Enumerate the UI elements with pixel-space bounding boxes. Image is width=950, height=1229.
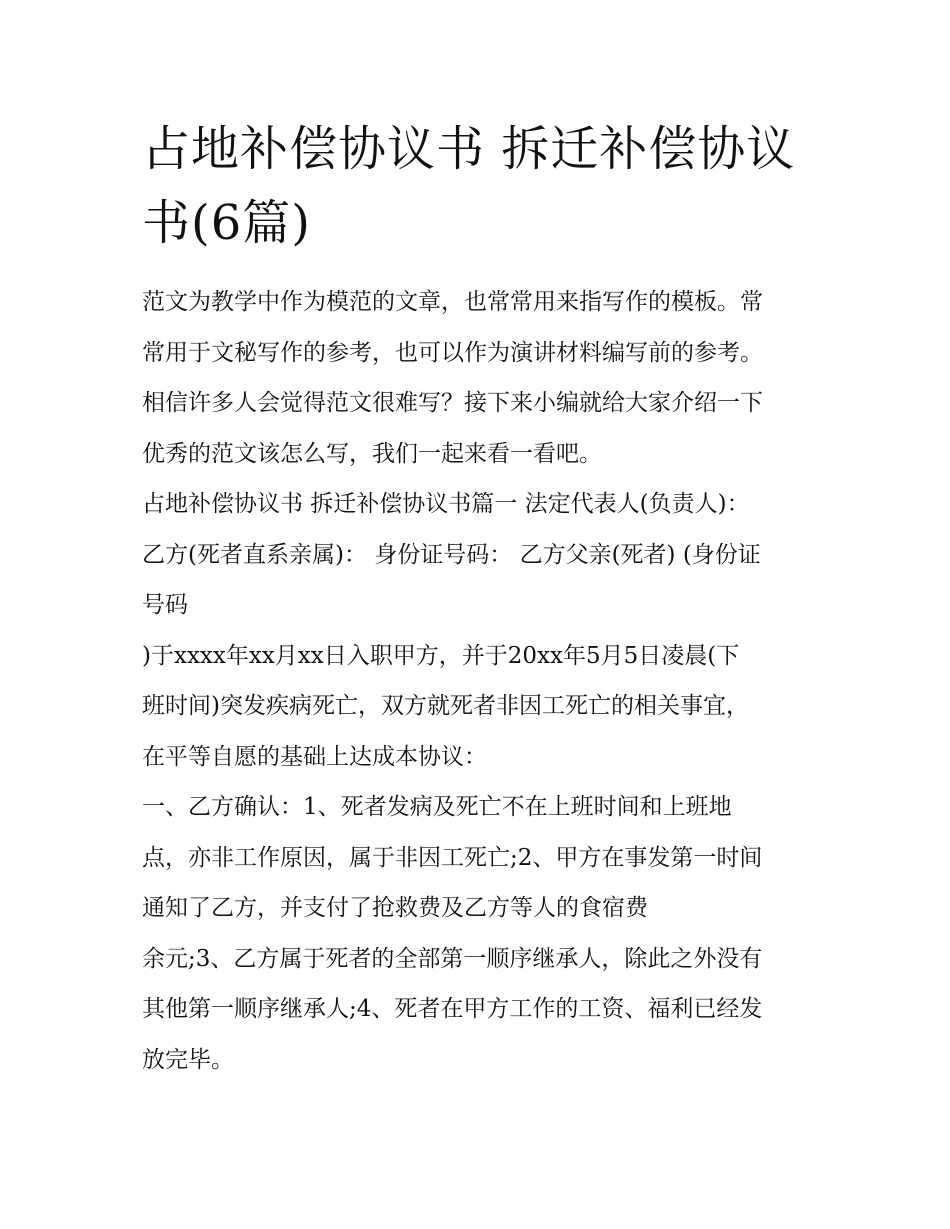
body-line: 号码 — [142, 592, 188, 618]
body-line: 放完毕。 — [142, 1046, 234, 1073]
document-body — [142, 277, 832, 1085]
body-line: 班时间)突发疾病死亡，双方就死者非因工死亡的相关事宜， — [142, 693, 749, 719]
body-line: 常用于文秘写作的参考，也可以作为演讲材料编写前的参考。 — [142, 339, 763, 366]
title-line: 占地补偿协议书 拆迁补偿协议 — [142, 121, 796, 177]
body-line: 在平等自愿的基础上达成本协议： — [142, 743, 487, 770]
body-line: 点，亦非工作原因，属于非因工死亡;2、甲方在事发第一时间 — [142, 844, 763, 871]
body-line: 乙方(死者直系亲属)： 身份证号码： 乙方父亲(死者) (身份证 — [142, 541, 761, 568]
body-line: 占地补偿协议书 拆迁补偿协议书篇一 法定代表人(负责人)： — [142, 491, 750, 517]
body-line: 优秀的范文该怎么写，我们一起来看一看吧。 — [142, 440, 602, 467]
body-line: 通知了乙方，并支付了抢救费及乙方等人的食宿费 — [142, 895, 648, 921]
body-line: )于xxxx年xx月xx日入职甲方，并于20xx年5月5日凌晨(下 — [142, 642, 740, 669]
body-line: 余元;3、乙方属于死者的全部第一顺序继承人，除此之外没有 — [142, 945, 763, 972]
body-line: 范文为教学中作为模范的文章，也常常用来指写作的模板。常 — [142, 289, 763, 315]
document-title — [142, 112, 822, 260]
body-line: 相信许多人会觉得范文很难写？接下来小编就给大家介绍一下 — [142, 390, 763, 416]
title-line: 书(6篇) — [142, 195, 311, 251]
body-line: 一、乙方确认：1、死者发病及死亡不在上班时间和上班地 — [142, 794, 732, 820]
body-line: 其他第一顺序继承人;4、死者在甲方工作的工资、福利已经发 — [142, 996, 763, 1022]
